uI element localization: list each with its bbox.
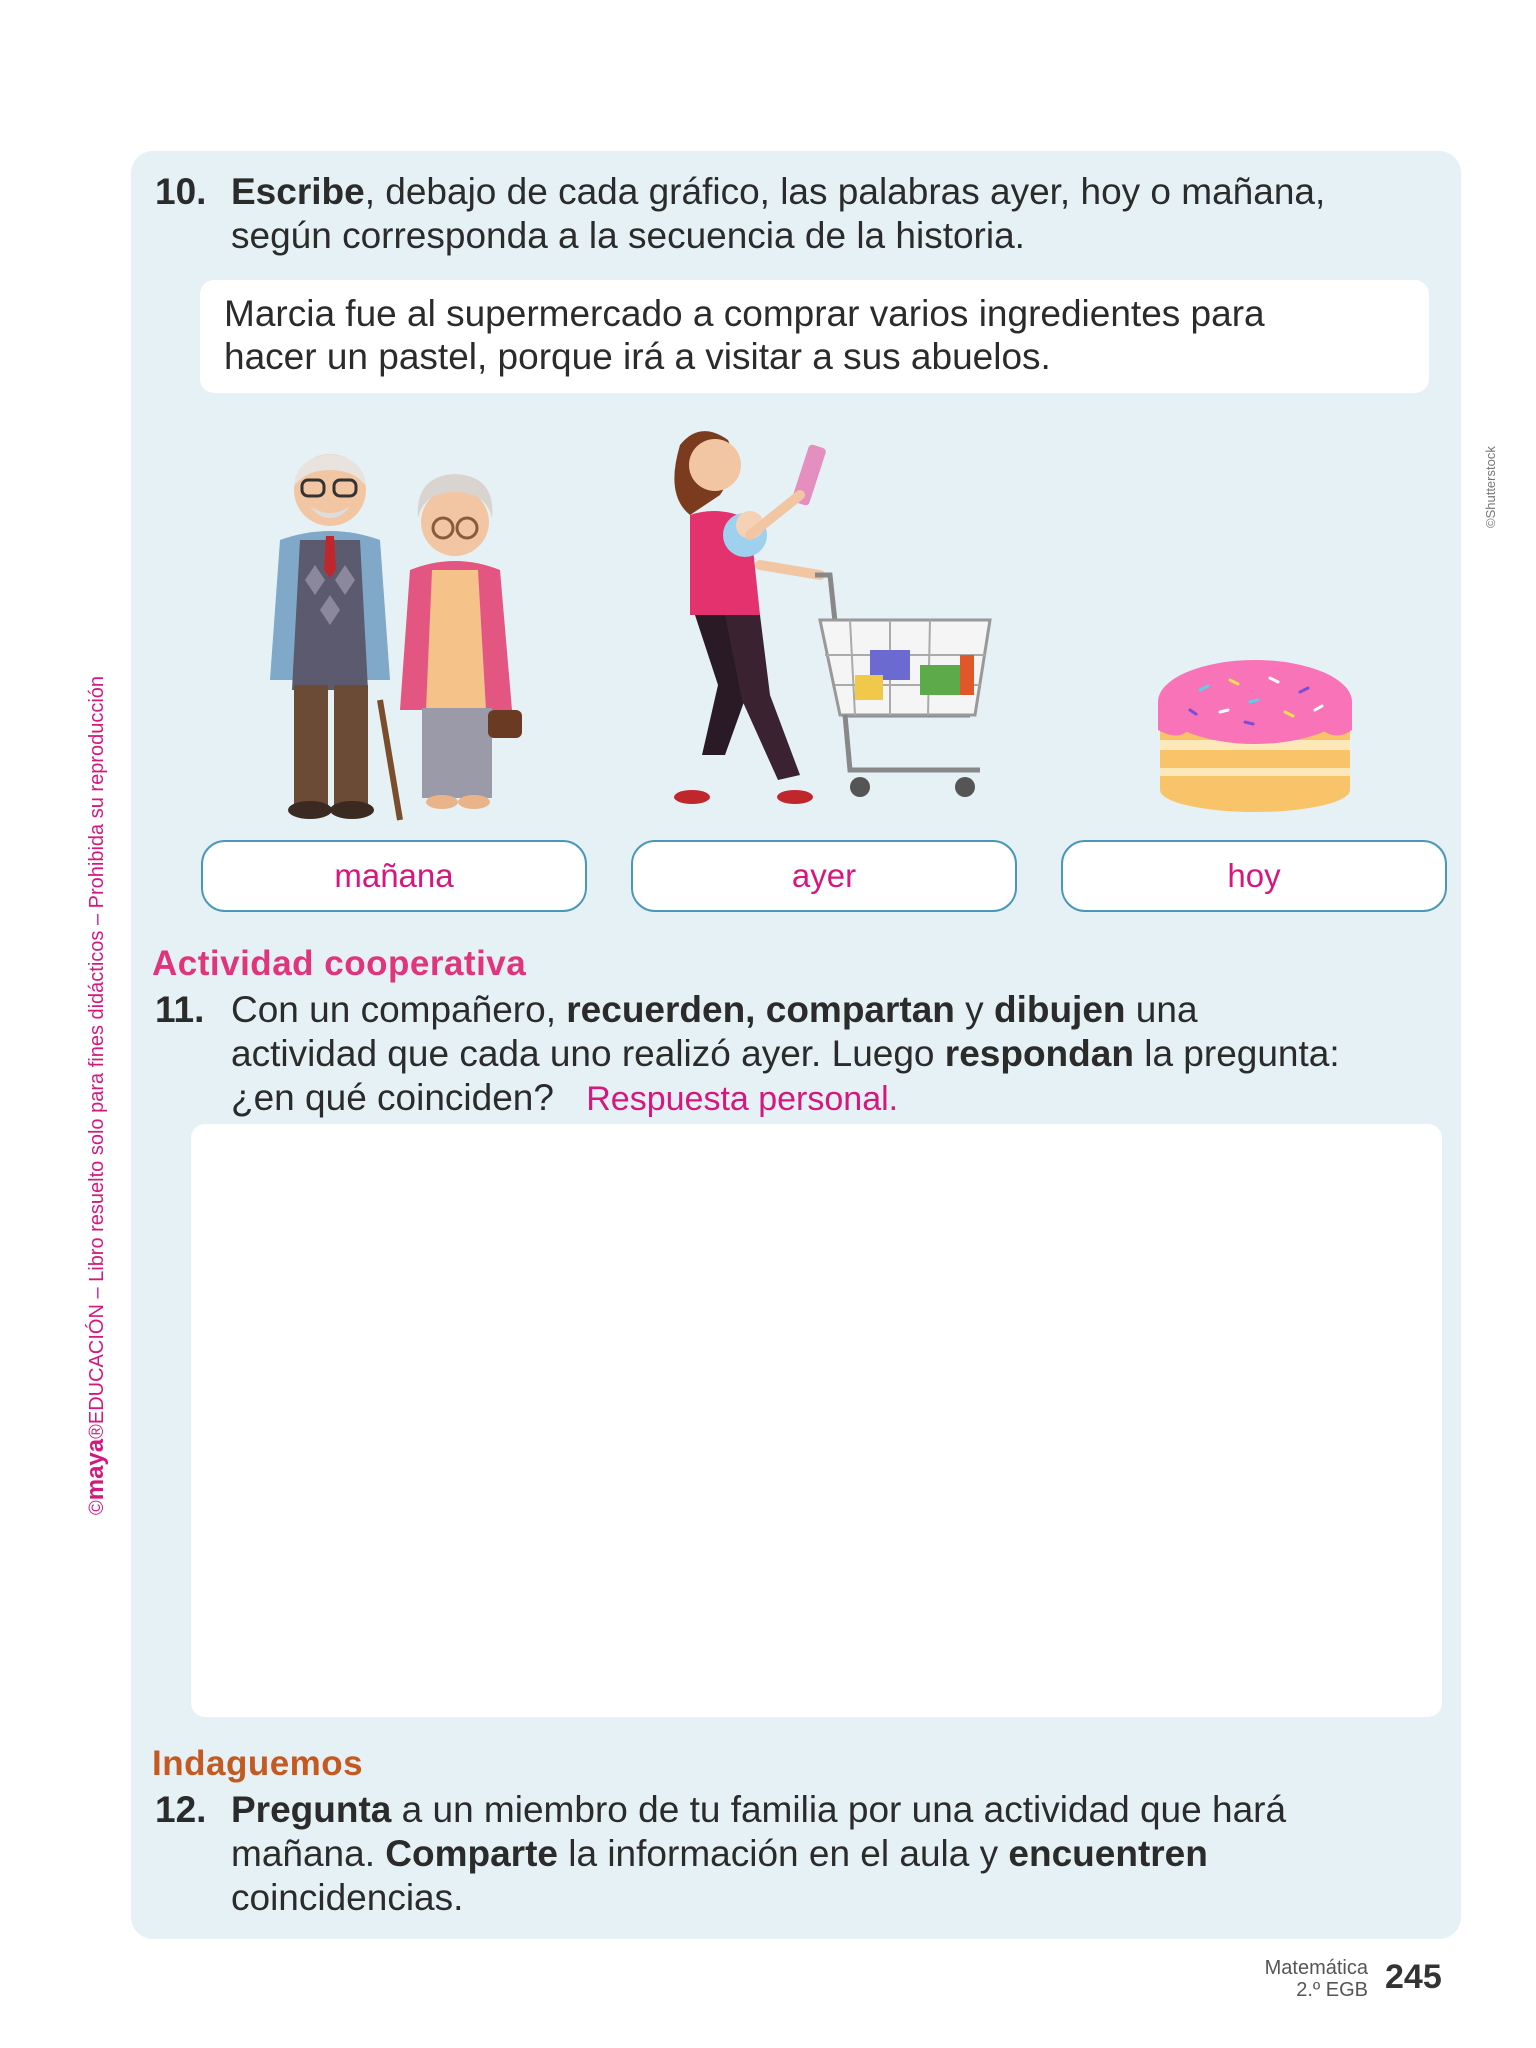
- question-text-part: ¿en qué coinciden?: [231, 1077, 554, 1118]
- question-text-part: , debajo de cada gráfico, las palabras ayer, hoy o mañana,: [364, 171, 1326, 212]
- answer-box-cake[interactable]: hoy: [1061, 840, 1447, 912]
- question-text-part: a un miembro de tu familia por una actividad que hará: [391, 1789, 1287, 1830]
- shopping-illustration: [650, 425, 1010, 825]
- question-verb: encuentren: [1008, 1833, 1208, 1874]
- brand-logo: maya: [82, 1438, 109, 1501]
- question-text-part: mañana.: [231, 1833, 386, 1874]
- image-credit: ©Shutterstock: [1483, 446, 1498, 528]
- copyright-symbol: ©: [86, 1500, 108, 1515]
- question-10: [155, 170, 1445, 260]
- subject-name: Matemática: [1264, 1957, 1368, 1979]
- question-verb: Pregunta: [231, 1789, 392, 1830]
- answer-box-grandparents[interactable]: mañana: [201, 840, 587, 912]
- question-11: [155, 988, 1445, 1120]
- legal-notice: [82, 676, 110, 1515]
- question-number: 10.: [155, 171, 207, 212]
- question-number: 11.: [155, 989, 205, 1030]
- footer-subject: [1208, 1957, 1368, 2001]
- grade-label: 2.º EGB: [1296, 1979, 1368, 2001]
- question-12: [155, 1788, 1445, 1920]
- question-number: 12.: [155, 1789, 207, 1830]
- drawing-area[interactable]: [191, 1124, 1442, 1717]
- cake-illustration: [1150, 640, 1360, 820]
- question-text-part: y: [954, 989, 994, 1030]
- question-text-part: la información en el aula y: [557, 1833, 1009, 1874]
- answer-personal: Respuesta personal.: [586, 1080, 899, 1118]
- question-text-part: una: [1125, 989, 1198, 1030]
- question-verb: dibujen: [993, 989, 1126, 1030]
- question-text: [231, 988, 1340, 1121]
- question-text-part: coincidencias.: [231, 1877, 464, 1918]
- indaguemos-title: Indaguemos: [152, 1744, 364, 1783]
- legal-text: ®EDUCACIÓN – Libro resuelto solo para fines didácticos – Prohibida su reproducción: [86, 675, 108, 1439]
- answer-box-shopping[interactable]: ayer: [631, 840, 1017, 912]
- story-box: [200, 280, 1429, 393]
- question-verb: Comparte: [385, 1833, 558, 1874]
- question-text-part: según corresponda a la secuencia de la historia.: [231, 215, 1025, 256]
- question-verb: recuerden, compartan: [566, 989, 955, 1030]
- cooperative-activity-title: Actividad cooperativa: [152, 944, 527, 983]
- question-text: [231, 1788, 1286, 1920]
- question-text: [231, 170, 1325, 258]
- story-line: Marcia fue al supermercado a comprar varios ingredientes para: [224, 293, 1265, 334]
- question-text-part: actividad que cada uno realizó ayer. Luego: [231, 1033, 945, 1074]
- story-line: hacer un pastel, porque irá a visitar a sus abuelos.: [224, 336, 1051, 377]
- grandparents-illustration: [250, 440, 540, 830]
- page-number: 245: [1385, 1958, 1442, 1996]
- question-text-part: la pregunta:: [1133, 1033, 1340, 1074]
- question-verb: respondan: [944, 1033, 1134, 1074]
- question-verb: Escribe: [231, 171, 365, 212]
- question-text-part: Con un compañero,: [231, 989, 567, 1030]
